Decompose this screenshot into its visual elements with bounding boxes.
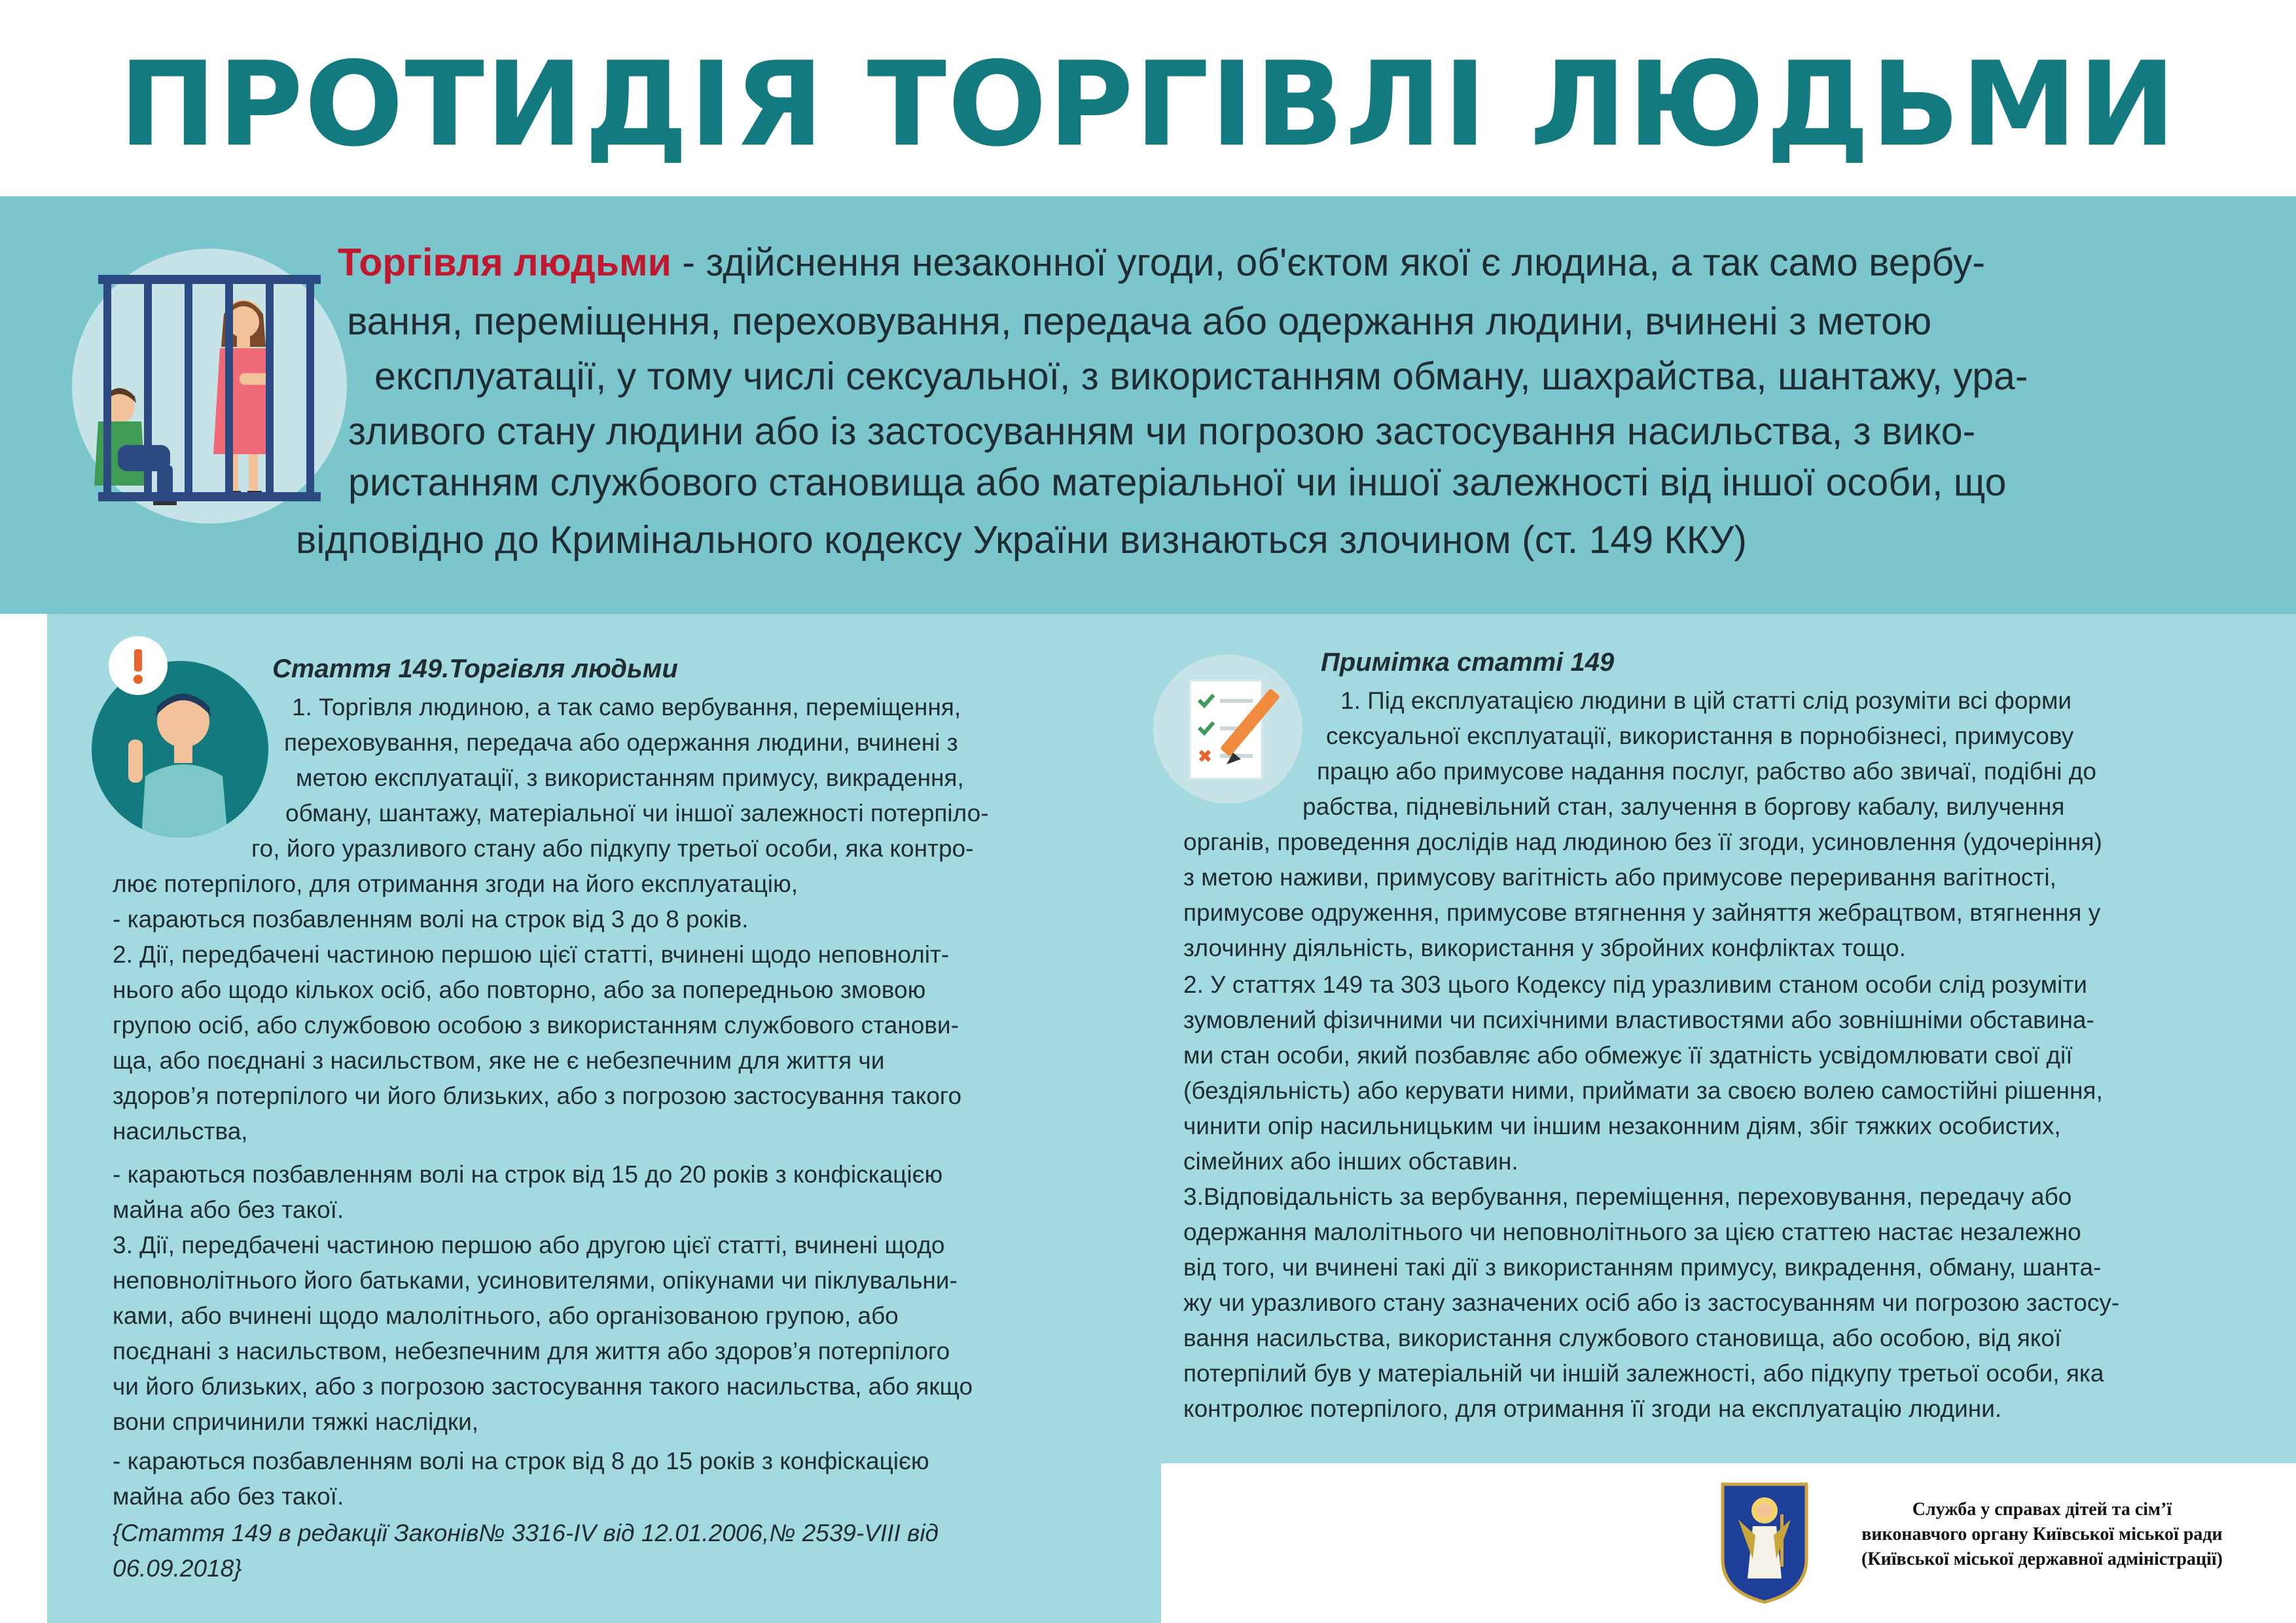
note-line: примусове одруження, примусове втягнення у зайняття жебрацтвом, втягнення у — [1183, 899, 2101, 926]
organization-name — [1833, 1497, 2251, 1572]
note-line: чинити опір насильницьким чи іншим незаконним діям, збіг тяжких особистих, — [1183, 1113, 2061, 1139]
definition-line: експлуатації, у тому числі сексуальної, з використанням обману, шахрайства, шантажу, ура- — [374, 355, 2028, 398]
definition-line: вання, переміщення, переховування, передача або одержання людини, вчинені з метою — [347, 300, 1932, 343]
note-line: ми стан особи, який позбавляє або обмежує її здатність усвідомлювати свої дії — [1183, 1042, 2073, 1069]
note-line: рабства, підневільний стан, залучення в боргову кабалу, вилучення — [1302, 793, 2065, 820]
article-line: 1. Торгівля людиною, а так само вербування, переміщення, — [292, 694, 961, 721]
note-line: злочинну діяльність, використання у збройних конфліктах тощо. — [1183, 935, 1906, 961]
note-line: зумовлений фізичними чи психічними властивостями або зовнішніми обставина- — [1183, 1007, 2094, 1033]
article-line: насильства, — [113, 1118, 248, 1145]
note-line: одержання малолітнього чи неповнолітнього за цією статтею настає незалежно — [1183, 1219, 2081, 1245]
cage-icon — [72, 249, 347, 524]
definition-line-1 — [338, 240, 1985, 285]
note-line: вання насильства, використання службового становища, або особою, від якої — [1183, 1325, 2062, 1351]
article-line: майна або без такої. — [113, 1196, 344, 1223]
checklist-icon — [1153, 654, 1302, 804]
organization-line: Служба у справах дітей та сім’ї — [1912, 1499, 2172, 1520]
article-line: майна або без такої. — [113, 1483, 344, 1510]
organization-line: (Київської міської державної адміністрації) — [1861, 1549, 2223, 1569]
alert-bubble — [109, 636, 168, 695]
definition-line: ристанням службового становища або матеріальної чи іншої залежності від іншої особи, що — [348, 461, 2007, 504]
note-line: працю або примусове надання послуг, рабство або звичаї, подібні до — [1317, 758, 2096, 785]
article-line: переховування, передача або одержання людини, вчинені з — [284, 729, 958, 756]
article-line: 2. Дії, передбачені частиною першою цієї статті, вчинені щодо неповноліт- — [113, 941, 950, 968]
note-line: 3.Відповідальність за вербування, переміщення, переховування, передачу або — [1183, 1183, 2072, 1210]
exclamation-icon — [109, 636, 168, 695]
coat-of-arms-graphic — [1719, 1480, 1810, 1605]
article-line: вони спричинили тяжкі наслідки, — [113, 1408, 479, 1435]
note-line: жу чи уразливого стану зазначених осіб або із застосуванням чи погрозою застосу- — [1183, 1289, 2120, 1316]
article-line: чи його близьких, або з погрозою застосування такого насильства, або якщо — [113, 1373, 973, 1400]
article-line: - караються позбавленням волі на строк від 3 до 8 років. — [113, 906, 749, 933]
note-line: 1. Під експлуатацією людини в цій статті слід розуміти всі форми — [1340, 687, 2072, 714]
note-line: потерпілий був у матеріальній чи іншій залежності, або підкупу третьої особи, яка — [1183, 1360, 2104, 1387]
note-line: сексуальної експлуатації, використання в порнобізнесі, примусову — [1326, 722, 2074, 749]
organization-line: виконавчого органу Київської міської ради — [1861, 1524, 2223, 1544]
note-line: від того, чи вчинені такі дії з використанням примусу, викрадення, обману, шанта- — [1183, 1254, 2102, 1281]
article-line: - караються позбавленням волі на строк від 8 до 15 років з конфіскацією — [113, 1448, 929, 1474]
coat-of-arms-icon — [1719, 1480, 1810, 1605]
definition-line: відповідно до Кримінального кодексу України визнаються злочином (ст. 149 ККУ) — [296, 518, 1747, 562]
article-line: - караються позбавленням волі на строк від 15 до 20 років з конфіскацією — [113, 1161, 943, 1188]
note-line: контролює потерпілого, для отримання її згоди на експлуатацію людини. — [1183, 1395, 2002, 1422]
article-citation: 06.09.2018} — [113, 1555, 242, 1582]
article-line: лює потерпілого, для отримання згоди на його експлуатацію, — [113, 870, 798, 897]
checklist-icon-graphic — [1153, 654, 1302, 804]
article-citation: {Стаття 149 в редакції Законів№ 3316-IV від 12.01.2006,№ 2539-VIII від — [113, 1520, 939, 1546]
article-line: групою осіб, або службовою особою з використанням службового станови- — [113, 1012, 959, 1039]
article-line: обману, шантажу, матеріальної чи іншої залежності потерпіло- — [285, 800, 989, 827]
article-line: здоров’я потерпілого чи його близьких, або з погрозою застосування такого — [113, 1082, 962, 1109]
cage-icon-graphic — [72, 249, 347, 524]
article-line: го, його уразливого стану або підкупу третьої особи, яка контро- — [251, 835, 974, 862]
definition-line: зливого стану людини або із застосуванням чи погрозою застосування насильства, з вико- — [348, 410, 1976, 453]
article-line: метою експлуатації, з використанням примусу, викрадення, — [296, 764, 964, 791]
article-line: ща, або поєднані з насильством, яке не є небезпечним для життя чи — [113, 1047, 885, 1074]
note-line: сімейних або інших обставин. — [1183, 1148, 1518, 1175]
article-line: неповнолітнього його батьками, усиновителями, опікунами чи піклувальни- — [113, 1267, 958, 1294]
note-heading: Примітка статті 149 — [1321, 648, 1615, 677]
definition-text: - здійснення незаконної угоди, об'єктом якої є людина, а так само вербу- — [671, 241, 1986, 284]
note-line: з метою наживи, примусову вагітність або примусове переривання вагітності, — [1183, 864, 2056, 891]
article-heading: Стаття 149.Торгівля людьми — [272, 654, 678, 683]
article-line: нього або щодо кількох осіб, або повторно, або за попередньою змовою — [113, 976, 926, 1003]
article-line: 3. Дії, передбачені частиною першою або другою цієї статті, вчинені щодо — [113, 1232, 945, 1258]
note-line: органів, проведення дослідів над людиною без її згоди, усиновлення (удочеріння) — [1183, 829, 2102, 855]
article-line: поєднані з насильством, небезпечним для життя або здоров’я потерпілого — [113, 1338, 950, 1364]
note-line: (бездіяльність) або керувати ними, приймати за своєю волею самостійні рішення, — [1183, 1077, 2103, 1104]
note-line: 2. У статтях 149 та 303 цього Кодексу під уразливим станом особи слід розуміти — [1183, 971, 2087, 998]
definition-term: Торгівля людьми — [338, 241, 672, 284]
article-line: ками, або вчинені щодо малолітнього, або організованою групою, або — [113, 1302, 899, 1329]
page-title: ПРОТИДІЯ ТОРГІВЛІ ЛЮДЬМИ — [118, 37, 2178, 172]
